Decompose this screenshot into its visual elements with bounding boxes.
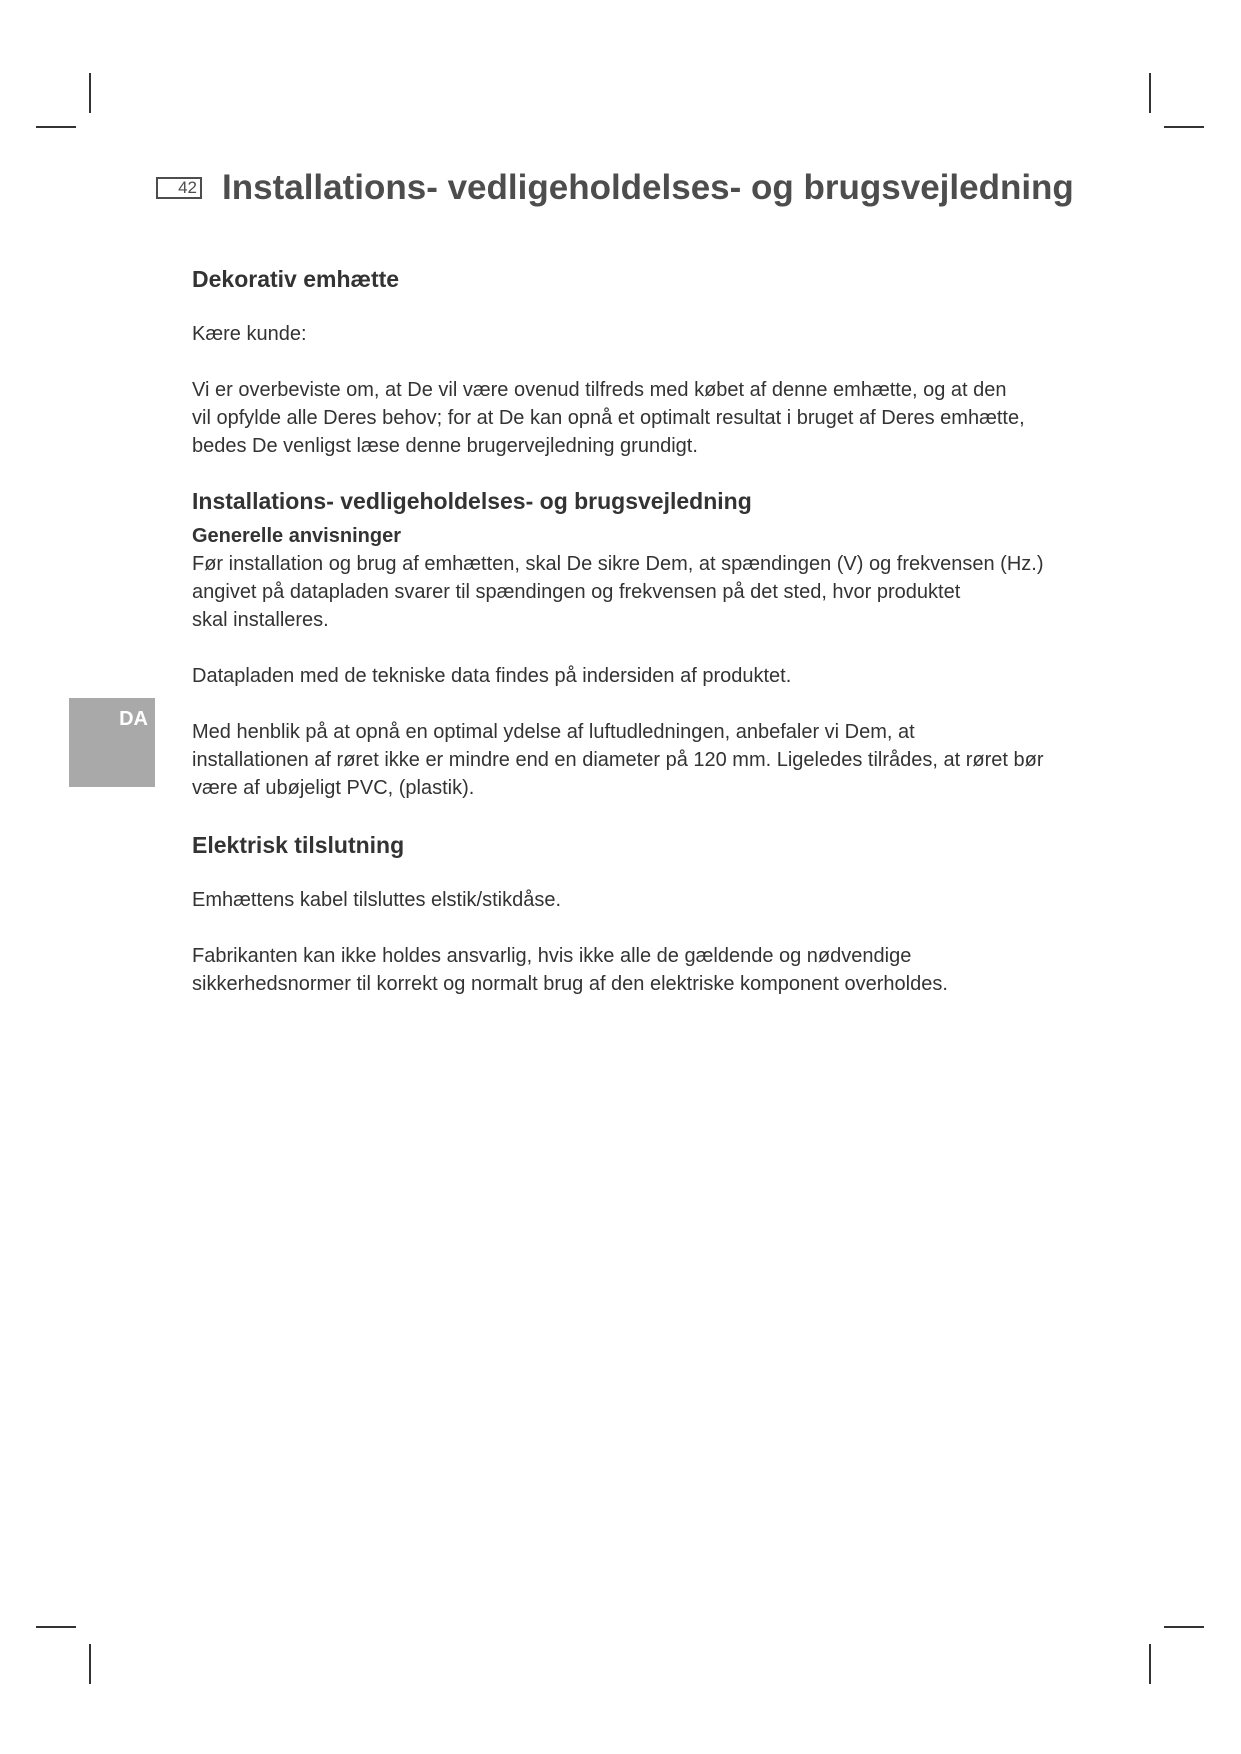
installation-paragraph-line: være af ubøjeligt PVC, (plastik). (192, 777, 475, 799)
installation-paragraph-line: Med henblik på at opnå en optimal ydelse af luftudledningen, anbefaler vi Dem, at (192, 721, 915, 743)
installation-paragraph-line: angivet på datapladen svarer til spændingen og frekvensen på det sted, hvor produktet (192, 581, 961, 603)
crop-mark-bottom-left-vertical (89, 1644, 91, 1684)
installation-paragraph-1 (192, 550, 1092, 634)
installation-paragraph-line: Før installation og brug af emhætten, skal De sikre Dem, at spændingen (V) og frekvensen (Hz.) (192, 553, 1044, 575)
crop-mark-top-left-vertical (89, 73, 91, 113)
crop-mark-top-right-horizontal (1164, 126, 1204, 128)
subheading-general: Generelle anvisninger (192, 525, 401, 547)
installation-paragraph-2: Datapladen med de tekniske data findes på indersiden af produktet. (192, 665, 792, 687)
language-tab: DA (69, 698, 155, 787)
crop-mark-top-left-horizontal (36, 126, 76, 128)
section-heading-installation: Installations- vedligeholdelses- og brugsvejledning (192, 488, 752, 514)
intro-paragraph-line: bedes De venligst læse denne brugervejledning grundigt. (192, 435, 698, 457)
intro-paragraph-line: Vi er overbeviste om, at De vil være ovenud tilfreds med købet af denne emhætte, og at den (192, 379, 1007, 401)
intro-paragraph (192, 376, 1092, 460)
crop-mark-top-right-vertical (1149, 73, 1151, 113)
electrical-paragraph-1: Emhættens kabel tilsluttes elstik/stikdåse. (192, 889, 562, 911)
main-content (192, 264, 1092, 998)
installation-paragraph-line: installationen af røret ikke er mindre end en diameter på 120 mm. Ligeledes tilrådes, at røret bør (192, 749, 1044, 771)
electrical-paragraph-2 (192, 942, 1092, 998)
crop-mark-bottom-left-horizontal (36, 1626, 76, 1628)
page-header (156, 168, 1074, 208)
installation-paragraph-line: skal installeres. (192, 609, 329, 631)
section-heading-electrical: Elektrisk tilslutning (192, 832, 405, 858)
intro-paragraph-line: vil opfylde alle Deres behov; for at De kan opnå et optimalt resultat i bruget af Deres emhætte, (192, 407, 1025, 429)
electrical-paragraph-line: Fabrikanten kan ikke holdes ansvarlig, hvis ikke alle de gældende og nødvendige (192, 945, 912, 967)
greeting: Kære kunde: (192, 323, 307, 345)
crop-mark-bottom-right-vertical (1149, 1644, 1151, 1684)
installation-paragraph-3 (192, 718, 1092, 802)
page-title: Installations- vedligeholdelses- og brugsvejledning (222, 168, 1074, 207)
crop-mark-bottom-right-horizontal (1164, 1626, 1204, 1628)
page-number: 42 (156, 177, 202, 199)
section-heading-intro: Dekorativ emhætte (192, 266, 400, 292)
electrical-paragraph-line: sikkerhedsnormer til korrekt og normalt brug af den elektriske komponent overholdes. (192, 973, 948, 995)
